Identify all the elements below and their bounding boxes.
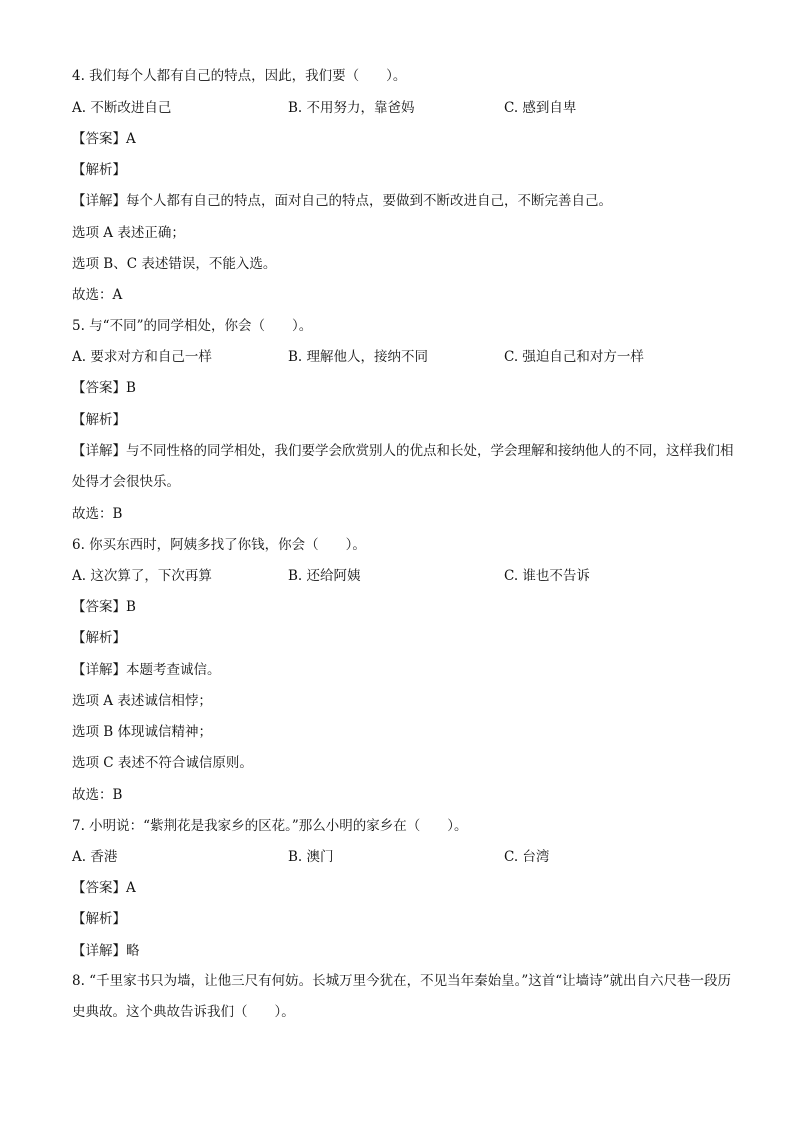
question-6-answer: 【答案】B [72,599,136,615]
question-4-detail: 【详解】每个人都有自己的特点，面对自己的特点，要做到不断改进自己，不断完善自己。 [72,193,612,209]
question-6-detail-option-a: 选项 A 表述诚信相悖； [72,693,212,709]
question-4-detail-option-a: 选项 A 表述正确； [72,225,185,241]
question-5-option-a: A. 要求对方和自己一样 [72,349,212,365]
question-7-stem: 7. 小明说：“紫荆花是我家乡的区花。”那么小明的家乡在（ ）。 [72,818,468,834]
question-6-stem: 6. 你买东西时，阿姨多找了你钱，你会（ ）。 [72,537,366,553]
question-4-answer: 【答案】A [72,131,136,147]
question-4-option-c: C. 感到自卑 [504,100,577,116]
question-4-option-b: B. 不用努力，靠爸妈 [288,100,415,116]
question-7-option-a: A. 香港 [72,849,118,865]
question-6-detail-option-b: 选项 B 体现诚信精神； [72,724,213,740]
question-7-option-c: C. 台湾 [504,849,550,865]
question-5-option-b: B. 理解他人，接纳不同 [288,349,429,365]
question-4-option-a: A. 不断改进自己 [72,100,172,116]
question-5-option-c: C. 强迫自己和对方一样 [504,349,644,365]
question-5-stem: 5. 与“不同”的同学相处，你会（ ）。 [72,318,313,334]
question-8-stem: 8. “千里家书只为墙，让他三尺有何妨。长城万里今犹在，不见当年秦始皇。”这首“让墙诗”就出自六尺巷一段历史典故。这个典故告诉我们（ ）。 [72,973,732,1020]
question-6-analysis-heading: 【解析】 [72,630,126,646]
question-6-option-b: B. 还给阿姨 [288,568,361,584]
question-7-detail: 【详解】略 [72,943,140,959]
question-4-stem: 4. 我们每个人都有自己的特点，因此，我们要（ ）。 [72,68,407,84]
question-4-analysis-heading: 【解析】 [72,162,126,178]
question-5-detail: 【详解】与不同性格的同学相处，我们要学会欣赏别人的优点和长处，学会理解和接纳他人的不同，这样我们相处得才会很快乐。 [72,443,734,490]
question-5-answer: 【答案】B [72,380,136,396]
question-6-option-a: A. 这次算了，下次再算 [72,568,212,584]
question-6-detail: 【详解】本题考查诚信。 [72,662,221,678]
question-7-option-b: B. 澳门 [288,849,334,865]
question-6-option-c: C. 谁也不告诉 [504,568,590,584]
question-5-analysis-heading: 【解析】 [72,412,126,428]
question-6-detail-option-c: 选项 C 表述不符合诚信原则。 [72,755,253,771]
question-4-detail-option-bc: 选项 B、C 表述错误，不能入选。 [72,256,277,272]
question-7-answer: 【答案】A [72,880,136,896]
question-7-analysis-heading: 【解析】 [72,911,126,927]
question-5-conclusion: 故选：B [72,506,123,522]
question-6-conclusion: 故选：B [72,787,123,803]
question-4-conclusion: 故选：A [72,287,123,303]
